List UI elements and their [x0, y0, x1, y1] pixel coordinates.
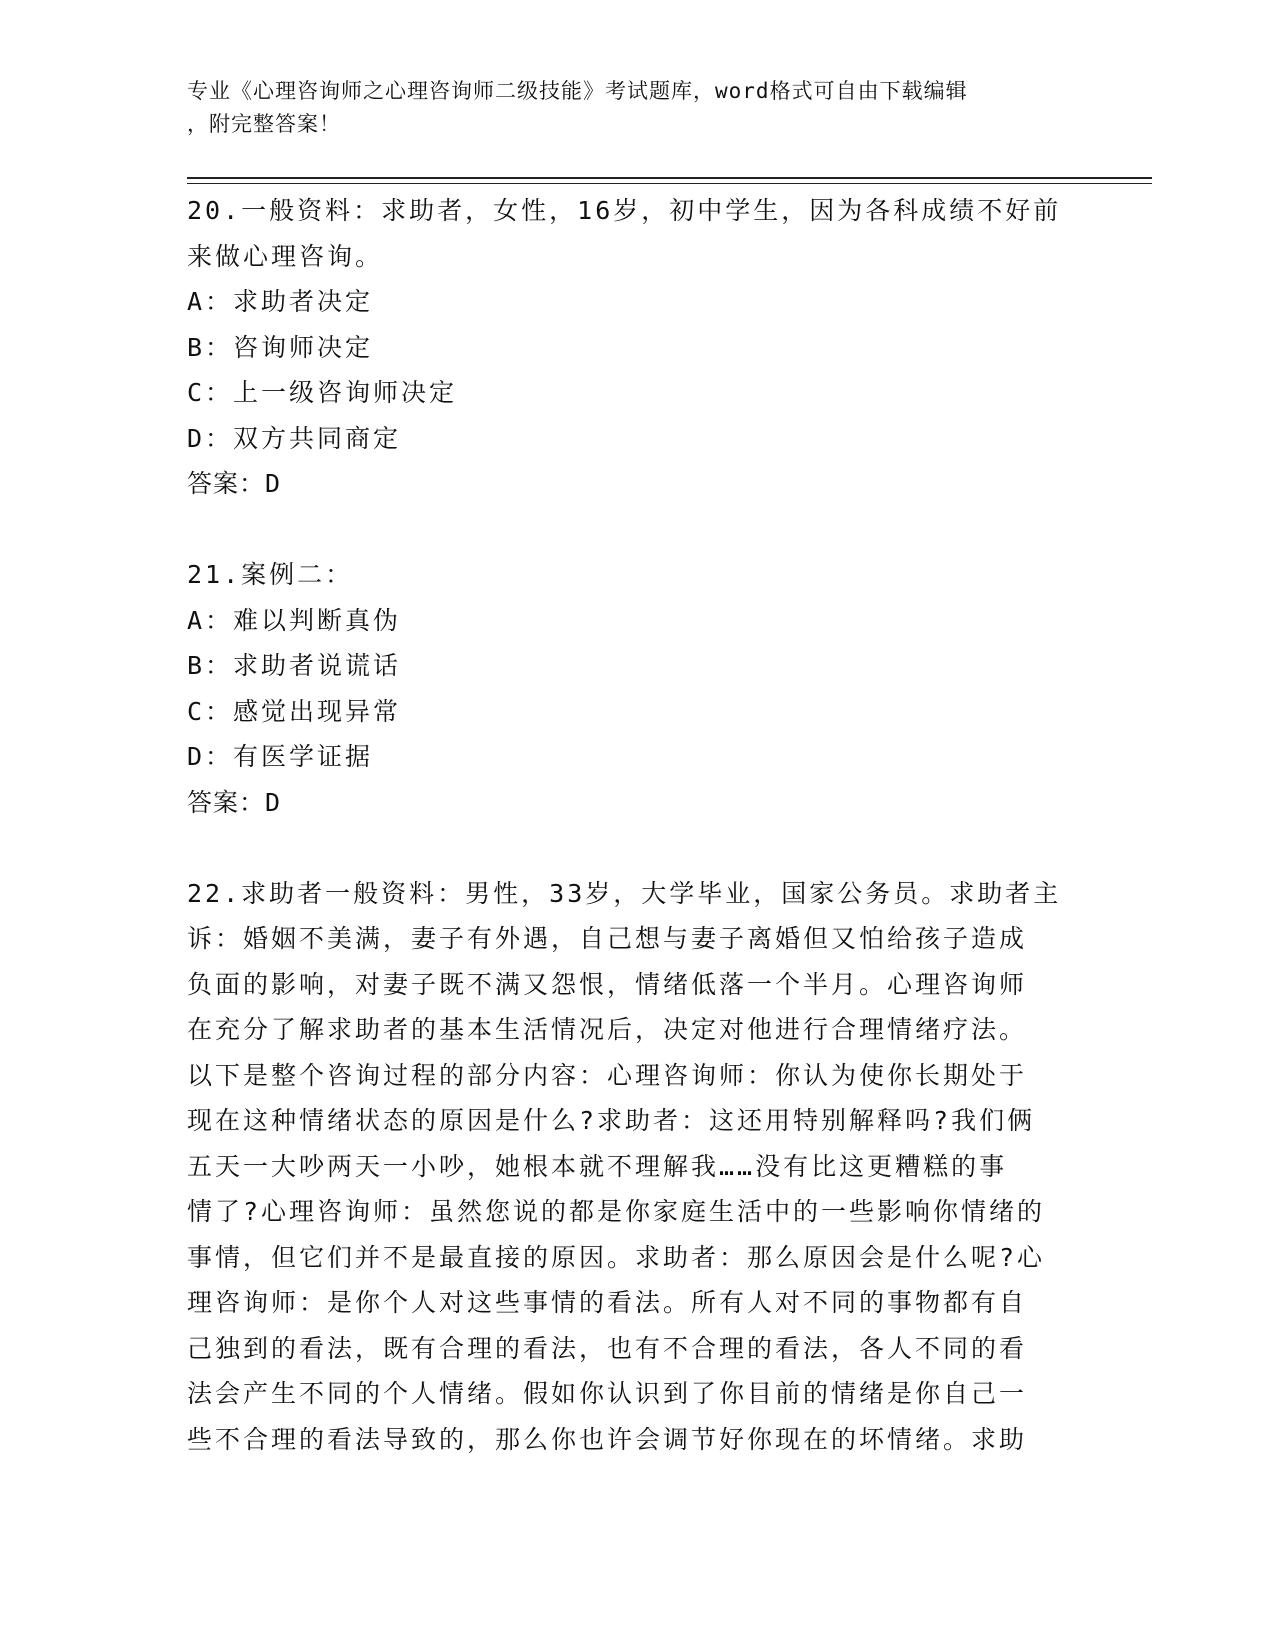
question-stem-line: 情了?心理咨询师：虽然您说的都是你家庭生活中的一些影响你情绪的 — [187, 1197, 1046, 1226]
question-stem-line: 法会产生不同的个人情绪。假如你认识到了你目前的情绪是你自己一 — [187, 1379, 1028, 1408]
question-stem-line: 21.案例二： — [187, 560, 354, 589]
answer: 答案：D — [187, 469, 282, 498]
question-20 — [187, 188, 1087, 507]
question-stem-line: 负面的影响，对妻子既不满又怨恨，情绪低落一个半月。心理咨询师 — [187, 969, 1028, 999]
question-stem-line: 现在这种情绪状态的原因是什么?求助者：这还用特别解释吗?我们俩 — [187, 1106, 1036, 1135]
question-stem-line: 22.求助者一般资料：男性，33岁，大学毕业，国家公务员。求助者主 — [187, 878, 1062, 908]
question-stem-line: 以下是整个咨询过程的部分内容：心理咨询师：你认为使你长期处于 — [187, 1060, 1028, 1090]
option-b: B：求助者说谎话 — [187, 651, 402, 680]
question-stem-line: 己独到的看法，既有合理的看法，也有不合理的看法，各人不同的看 — [187, 1333, 1028, 1363]
answer: 答案：D — [187, 787, 282, 817]
option-d: D：双方共同商定 — [187, 423, 402, 453]
question-stem-line: 来做心理咨询。 — [187, 241, 384, 271]
question-stem-line: 在充分了解求助者的基本生活情况后，决定对他进行合理情绪疗法。 — [187, 1015, 1028, 1044]
question-stem-line: 理咨询师：是你个人对这些事情的看法。所有人对不同的事物都有自 — [187, 1288, 1028, 1317]
option-c: C：上一级咨询师决定 — [187, 378, 458, 407]
question-stem-line: 事情，但它们并不是最直接的原因。求助者：那么原因会是什么呢?心 — [187, 1242, 1046, 1272]
option-a: A：求助者决定 — [187, 287, 374, 316]
question-22 — [187, 871, 1087, 1463]
question-stem-line: 些不合理的看法导致的，那么你也许会调节好你现在的坏情绪。求助 — [187, 1424, 1028, 1454]
question-stem-line: 20.一般资料：求助者，女性，16岁，初中学生，因为各科成绩不好前 — [187, 196, 1062, 225]
header-divider-thick — [187, 177, 1152, 179]
option-b: B：咨询师决定 — [187, 332, 374, 362]
question-stem-line: 五天一大吵两天一小吵，她根本就不理解我……没有比这更糟糕的事 — [187, 1151, 1008, 1181]
question-stem-line: 诉：婚姻不美满，妻子有外遇，自己想与妻子离婚但又怕给孩子造成 — [187, 924, 1028, 953]
question-list — [187, 188, 1087, 1462]
document-header — [187, 75, 1067, 141]
option-d: D：有医学证据 — [187, 742, 374, 771]
option-c: C：感觉出现异常 — [187, 696, 402, 726]
header-divider-thin — [187, 183, 1152, 184]
question-21 — [187, 552, 1087, 825]
header-line-2: ，附完整答案！ — [187, 112, 341, 136]
option-a: A：难以判断真伪 — [187, 605, 402, 635]
header-line-1: 专业《心理咨询师之心理咨询师二级技能》考试题库，word格式可自由下载编辑 — [187, 79, 968, 103]
